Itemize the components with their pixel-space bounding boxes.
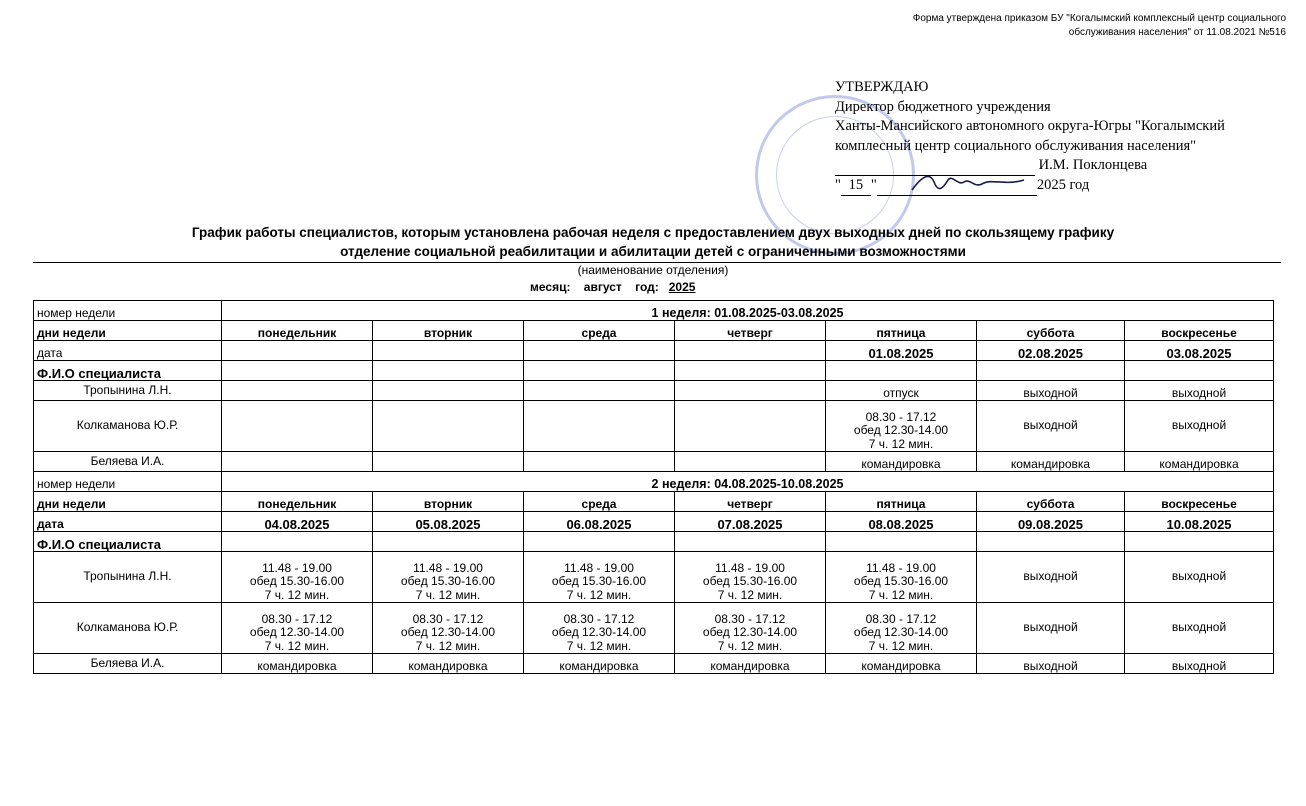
week-title: 2 неделя: 04.08.2025-10.08.2025: [222, 472, 1274, 492]
schedule-cell: [977, 381, 1125, 401]
day-header: вторник: [373, 492, 524, 512]
date-cell: 10.08.2025: [1125, 512, 1274, 532]
schedule-cell-line: 7 ч. 12 мин.: [415, 587, 481, 602]
specialist-row: [34, 603, 1274, 654]
days-of-week-label: дни недели: [34, 492, 222, 512]
date-cell: 07.08.2025: [675, 512, 826, 532]
empty-cell: [373, 532, 524, 552]
month-label: месяц:: [530, 280, 571, 294]
schedule-cell: [826, 552, 977, 603]
empty-cell: [222, 532, 373, 552]
specialist-name: Колкаманова Ю.Р.: [34, 603, 222, 654]
schedule-cell: [524, 654, 675, 674]
schedule-cell: [675, 381, 826, 401]
day-header: вторник: [373, 321, 524, 341]
day-header: пятница: [826, 492, 977, 512]
specialist-label: Ф.И.О специалиста: [34, 361, 222, 381]
form-note-line-2: обслуживания населения" от 11.08.2021 №516: [1068, 27, 1286, 38]
days-of-week-label: дни недели: [34, 321, 222, 341]
schedule-cell-line: 11.48 - 19.00: [413, 560, 483, 575]
days-of-week-row: [34, 321, 1274, 341]
approval-day: 15: [841, 176, 871, 197]
specialist-label: Ф.И.О специалиста: [34, 532, 222, 552]
approval-organization-2: комплесный центр социального обслуживания населения": [835, 137, 1197, 154]
empty-cell: [826, 361, 977, 381]
schedule-cell-line: 08.30 - 17.12: [563, 611, 635, 626]
date-row: [34, 341, 1274, 361]
schedule-cell-text: командировка: [257, 658, 337, 673]
schedule-cell: [826, 603, 977, 654]
schedule-table: [33, 300, 1274, 674]
schedule-cell-text: выходной: [1171, 658, 1227, 673]
approval-organization-1: Ханты-Мансийского автономного округа-Югры "Когалымский: [835, 118, 1225, 134]
schedule-cell-text: выходной: [1171, 620, 1227, 635]
schedule-cell-text: командировка: [861, 658, 941, 673]
schedule-cell-text: выходной: [1171, 418, 1227, 433]
schedule-cell: [222, 603, 373, 654]
schedule-cell-text: выходной: [1023, 418, 1078, 433]
approval-title: УТВЕРЖДАЮ: [835, 79, 929, 95]
day-header: четверг: [675, 492, 826, 512]
schedule-cell-line: 7 ч. 12 мин.: [264, 638, 330, 653]
day-header: четверг: [675, 321, 826, 341]
schedule-cell: [977, 401, 1125, 452]
date-cell: 01.08.2025: [826, 341, 977, 361]
date-cell: [675, 341, 826, 361]
schedule-cell-line: 7 ч. 12 мин.: [868, 638, 934, 653]
schedule-cell-line: 7 ч. 12 мин.: [868, 436, 934, 451]
date-cell: 09.08.2025: [977, 512, 1125, 532]
schedule-cell: [524, 452, 675, 472]
schedule-cell: [373, 603, 524, 654]
schedule-cell-line: обед 12.30-14.00: [400, 625, 496, 639]
approval-signer-line: [835, 156, 1285, 176]
date-row: [34, 512, 1274, 532]
schedule-cell-line: 7 ч. 12 мин.: [566, 638, 632, 653]
schedule-cell-line: 08.30 - 17.12: [412, 611, 484, 626]
schedule-cell: [675, 552, 826, 603]
schedule-cell-line: обед 12.30-14.00: [551, 625, 647, 639]
specialist-row: [34, 654, 1274, 674]
document-title-line-2: отделение социальной реабилитации и абилитации детей с ограниченными возможностями: [340, 244, 966, 259]
schedule-cell-text: отпуск: [883, 385, 919, 400]
schedule-cell-text: командировка: [710, 658, 790, 673]
schedule-cell-line: 08.30 - 17.12: [865, 409, 937, 424]
empty-cell: [373, 361, 524, 381]
schedule-cell-line: 7 ч. 12 мин.: [566, 587, 632, 602]
schedule-cell: [222, 381, 373, 401]
schedule-cell: [1125, 603, 1274, 654]
schedule-cell: [977, 552, 1125, 603]
schedule-cell-text: командировка: [1159, 456, 1239, 471]
schedule-cell: [373, 401, 524, 452]
date-cell: [222, 341, 373, 361]
schedule-cell-text: выходной: [1023, 569, 1078, 584]
schedule-cell-line: обед 15.30-16.00: [702, 574, 798, 588]
document-title-line-1: График работы специалистов, которым установлена рабочая неделя с предоставлением двух выходных дней по скользящему графику: [191, 225, 1115, 240]
date-quote-close: ": [870, 176, 877, 193]
date-cell: 04.08.2025: [222, 512, 373, 532]
schedule-cell-line: 7 ч. 12 мин.: [717, 587, 783, 602]
specialist-row: [34, 381, 1274, 401]
specialist-header-row: [34, 361, 1274, 381]
schedule-cell: [373, 654, 524, 674]
specialist-name: Тропынина Л.Н.: [34, 381, 222, 401]
date-label: дата: [34, 341, 222, 361]
specialist-name: Беляева И.А.: [34, 654, 222, 674]
schedule-cell-line: 7 ч. 12 мин.: [415, 638, 481, 653]
schedule-cell-text: выходной: [1171, 385, 1227, 400]
schedule-cell: [826, 401, 977, 452]
month-value: август: [583, 280, 622, 294]
day-header: пятница: [826, 321, 977, 341]
schedule-cell: [675, 401, 826, 452]
schedule-cell: [524, 401, 675, 452]
schedule-cell: [524, 381, 675, 401]
day-header: среда: [524, 492, 675, 512]
year-label: год:: [635, 280, 659, 294]
approval-block: [835, 78, 1285, 196]
empty-cell: [222, 361, 373, 381]
week-number-label: номер недели: [34, 472, 222, 492]
schedule-cell-text: выходной: [1023, 385, 1078, 400]
specialist-row: [34, 552, 1274, 603]
specialist-name: Колкаманова Ю.Р.: [34, 401, 222, 452]
day-header: понедельник: [222, 492, 373, 512]
specialist-header-row: [34, 532, 1274, 552]
day-header: суббота: [977, 321, 1125, 341]
empty-cell: [977, 532, 1125, 552]
schedule-cell-line: 11.48 - 19.00: [866, 560, 936, 575]
week-number-row: [34, 472, 1274, 492]
specialist-name: Тропынина Л.Н.: [34, 552, 222, 603]
date-quote-open: ": [835, 176, 841, 193]
empty-cell: [1125, 361, 1274, 381]
schedule-cell-text: выходной: [1023, 658, 1078, 673]
empty-cell: [524, 361, 675, 381]
schedule-cell-line: 08.30 - 17.12: [261, 611, 333, 626]
schedule-cell-line: обед 15.30-16.00: [249, 574, 345, 588]
schedule-cell: [1125, 381, 1274, 401]
specialist-row: [34, 452, 1274, 472]
schedule-body: [34, 301, 1274, 674]
empty-cell: [524, 532, 675, 552]
schedule-cell-line: 7 ч. 12 мин.: [717, 638, 783, 653]
schedule-cell-line: обед 12.30-14.00: [702, 625, 798, 639]
day-header: воскресенье: [1125, 321, 1274, 341]
schedule-cell-line: обед 15.30-16.00: [853, 574, 949, 588]
schedule-cell: [977, 452, 1125, 472]
schedule-cell: [826, 452, 977, 472]
schedule-cell: [1125, 654, 1274, 674]
schedule-cell: [675, 603, 826, 654]
schedule-cell-line: 11.48 - 19.00: [715, 560, 785, 575]
schedule-cell: [675, 654, 826, 674]
schedule-cell: [977, 654, 1125, 674]
schedule-cell-line: 7 ч. 12 мин.: [264, 587, 330, 602]
schedule-cell-line: обед 12.30-14.00: [249, 625, 345, 639]
document-title: [0, 223, 1306, 261]
week-number-row: [34, 301, 1274, 321]
year-value: 2025: [668, 280, 696, 294]
schedule-cell-text: командировка: [408, 658, 488, 673]
week-title: 1 неделя: 01.08.2025-03.08.2025: [222, 301, 1274, 321]
department-note: (наименование отделения): [577, 263, 729, 277]
schedule-cell: [524, 603, 675, 654]
date-cell: 08.08.2025: [826, 512, 977, 532]
week-number-label: номер недели: [34, 301, 222, 321]
schedule-cell: [1125, 452, 1274, 472]
approval-date-line: [835, 176, 1285, 197]
schedule-cell-line: обед 12.30-14.00: [853, 625, 949, 639]
schedule-cell-line: обед 15.30-16.00: [400, 574, 496, 588]
schedule-cell: [524, 552, 675, 603]
approval-year: 2025 год: [1036, 176, 1090, 193]
schedule-cell-line: 08.30 - 17.12: [865, 611, 937, 626]
empty-cell: [675, 532, 826, 552]
approval-signer: И.М. Поклонцева: [1038, 157, 1148, 173]
specialist-row: [34, 401, 1274, 452]
schedule-cell-text: командировка: [1010, 456, 1091, 471]
schedule-cell: [675, 452, 826, 472]
schedule-cell: [1125, 401, 1274, 452]
schedule-cell: [222, 452, 373, 472]
days-of-week-row: [34, 492, 1274, 512]
date-cell: [524, 341, 675, 361]
schedule-cell: [977, 603, 1125, 654]
date-cell: 05.08.2025: [373, 512, 524, 532]
schedule-cell: [222, 401, 373, 452]
day-header: воскресенье: [1125, 492, 1274, 512]
day-header: суббота: [977, 492, 1125, 512]
schedule-cell-text: командировка: [559, 658, 639, 673]
schedule-cell-line: 08.30 - 17.12: [714, 611, 786, 626]
date-label: дата: [34, 512, 222, 532]
date-cell: 02.08.2025: [977, 341, 1125, 361]
schedule-cell-text: выходной: [1023, 620, 1078, 635]
period-line: [530, 280, 705, 294]
schedule-cell: [826, 381, 977, 401]
handwritten-signature: [908, 168, 1028, 198]
schedule-cell: [222, 552, 373, 603]
schedule-cell-line: 7 ч. 12 мин.: [868, 587, 934, 602]
schedule-cell-line: 11.48 - 19.00: [564, 560, 634, 575]
schedule-cell: [826, 654, 977, 674]
schedule-cell-line: обед 15.30-16.00: [551, 574, 647, 588]
day-header: понедельник: [222, 321, 373, 341]
schedule-cell: [373, 552, 524, 603]
date-cell: [373, 341, 524, 361]
approval-position: Директор бюджетного учреждения: [835, 98, 1051, 115]
schedule-cell: [373, 452, 524, 472]
day-header: среда: [524, 321, 675, 341]
schedule-cell: [1125, 552, 1274, 603]
schedule-cell-line: обед 12.30-14.00: [853, 423, 949, 437]
date-cell: 06.08.2025: [524, 512, 675, 532]
schedule-cell-text: командировка: [861, 456, 941, 471]
specialist-name: Беляева И.А.: [34, 452, 222, 472]
schedule-cell-text: выходной: [1171, 569, 1227, 584]
date-cell: 03.08.2025: [1125, 341, 1274, 361]
empty-cell: [826, 532, 977, 552]
empty-cell: [977, 361, 1125, 381]
empty-cell: [1125, 532, 1274, 552]
form-approval-note: [836, 12, 1286, 40]
schedule-cell: [373, 381, 524, 401]
schedule-cell-line: 11.48 - 19.00: [262, 560, 332, 575]
empty-cell: [675, 361, 826, 381]
form-note-line-1: Форма утверждена приказом БУ "Когалымский комплексный центр социального: [912, 13, 1286, 24]
schedule-cell: [222, 654, 373, 674]
